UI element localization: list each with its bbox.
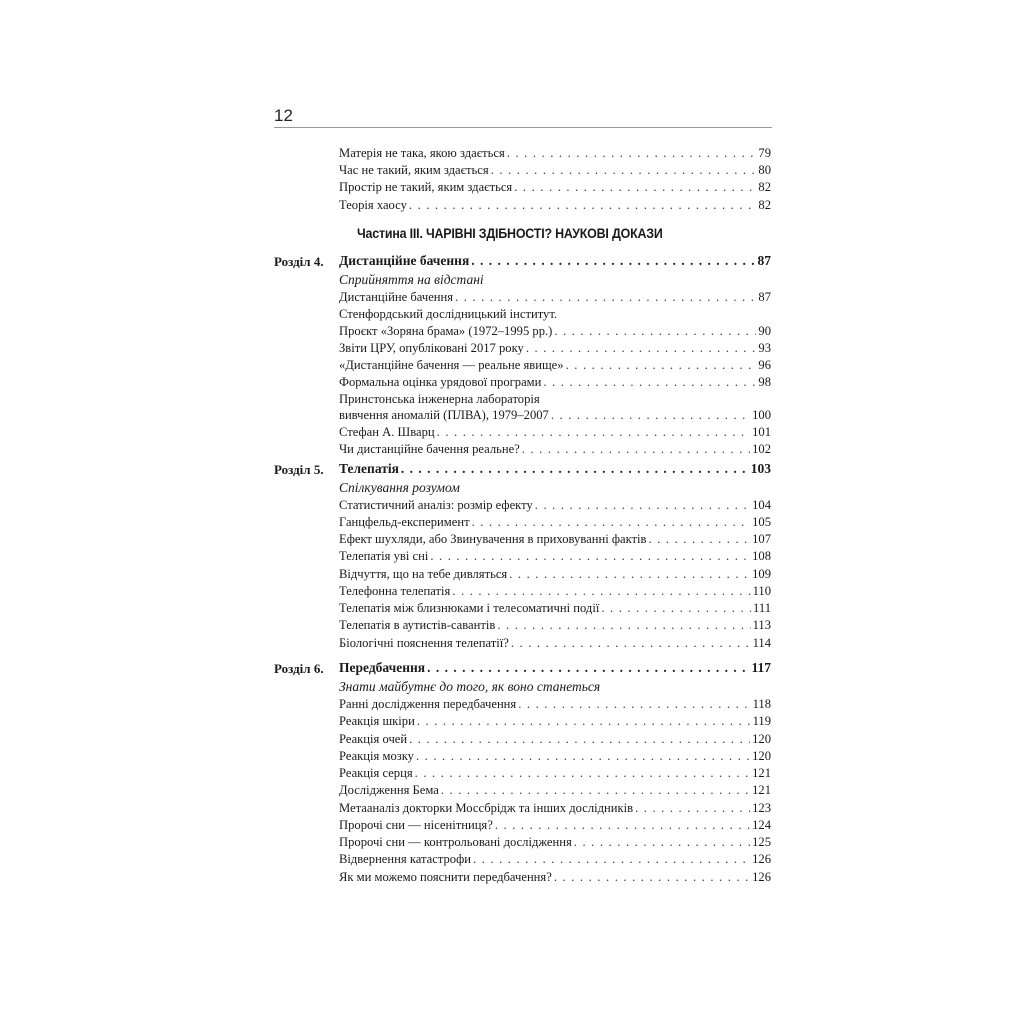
- toc-entry-page: 107: [752, 532, 771, 546]
- toc-entry: [339, 635, 771, 652]
- leader-dots: [430, 548, 750, 565]
- toc-entry: [339, 497, 771, 514]
- leader-dots: [535, 497, 750, 514]
- leader-dots: [427, 659, 749, 677]
- leader-dots: [416, 748, 750, 765]
- toc-entry-page: 110: [752, 584, 771, 598]
- toc-entry-title: Відчуття, що на тебе дивляться: [339, 567, 508, 581]
- toc-entry-page: 118: [752, 697, 771, 711]
- toc-entry: Стенфордський дослідницький інститут.: [339, 307, 558, 321]
- leader-dots: [455, 289, 756, 306]
- toc-entry-title: Реакція мозку: [339, 749, 414, 763]
- toc-entry-title: Пророчі сни — контрольовані дослідження: [339, 835, 572, 849]
- toc-entry: [339, 197, 771, 214]
- toc-entry-page: 121: [752, 766, 771, 780]
- toc-entry-title: Ганцфельд-експеримент: [339, 515, 470, 529]
- toc-entry-page: 96: [758, 358, 771, 372]
- leader-dots: [507, 145, 757, 162]
- leader-dots: [497, 617, 750, 634]
- leader-dots: [441, 782, 750, 799]
- toc-entry: [339, 800, 771, 817]
- toc-entry: [339, 600, 771, 617]
- toc-entry-title: Метааналіз докторки Моссбрідж та інших дослідників: [339, 801, 634, 815]
- toc-entry-page: 101: [752, 425, 771, 439]
- leader-dots: [551, 407, 750, 424]
- leader-dots: [566, 357, 757, 374]
- chapter-label: Розділ 6.: [274, 661, 324, 676]
- toc-entry-title: Пророчі сни — нісенітниця?: [339, 818, 493, 832]
- leader-dots: [417, 713, 751, 730]
- toc-entry-title: Матерія не така, якою здається: [339, 146, 505, 160]
- toc-entry-page: 102: [752, 442, 771, 456]
- leader-dots: [495, 817, 750, 834]
- toc-entry: [339, 357, 771, 374]
- toc-entry-page: 126: [752, 870, 771, 884]
- toc-entry: [339, 617, 771, 634]
- toc-entry-title: Час не такий, яким здається: [339, 163, 489, 177]
- leader-dots: [473, 851, 750, 868]
- leader-dots: [635, 800, 750, 817]
- toc-entry: [339, 424, 771, 441]
- toc-entry-title: Дистанційне бачення: [339, 290, 454, 304]
- toc-entry-title: Ранні дослідження передбачення: [339, 697, 517, 711]
- toc-entry: [339, 340, 771, 357]
- toc-entry-page: 124: [752, 818, 771, 832]
- leader-dots: [518, 696, 750, 713]
- toc-entry-page: 120: [752, 732, 771, 746]
- toc-entry: Принстонська інженерна лабораторія: [339, 392, 540, 406]
- toc-entry-page: 120: [752, 749, 771, 763]
- leader-dots: [491, 162, 757, 179]
- toc-entry: [339, 583, 771, 600]
- toc-entry: [339, 441, 771, 458]
- leader-dots: [437, 424, 750, 441]
- toc-entry-page: 125: [752, 835, 771, 849]
- toc-entry: [339, 869, 771, 886]
- toc-entry-page: 119: [752, 714, 771, 728]
- leader-dots: [452, 583, 750, 600]
- toc-entry-page: 79: [758, 146, 771, 160]
- chapter-subtitle: Знати майбутнє до того, як воно станеться: [339, 679, 601, 694]
- toc-entry-title: Біологічні пояснення телепатії?: [339, 636, 509, 650]
- leader-dots: [601, 600, 751, 617]
- toc-entry: [339, 548, 771, 565]
- leader-dots: [554, 323, 756, 340]
- toc-entry-page: 93: [758, 341, 771, 355]
- toc-entry: [339, 162, 771, 179]
- leader-dots: [409, 197, 757, 214]
- toc-entry-page: 108: [752, 549, 771, 563]
- leader-dots: [574, 834, 750, 851]
- leader-dots: [511, 635, 751, 652]
- toc-entry: [339, 713, 771, 730]
- toc-entry-title: Чи дистанційне бачення реальне?: [339, 442, 520, 456]
- leader-dots: [472, 514, 751, 531]
- leader-dots: [543, 374, 756, 391]
- leader-dots: [401, 460, 749, 478]
- chapter-subtitle: Спілкування розумом: [339, 480, 460, 495]
- toc-entry-page: 80: [758, 163, 771, 177]
- toc-entry-page: 82: [758, 198, 771, 212]
- toc-entry: [339, 817, 771, 834]
- toc-entry: [339, 782, 771, 799]
- toc-entry-title: Статистичний аналіз: розмір ефекту: [339, 498, 533, 512]
- toc-entry-page: 111: [753, 601, 771, 615]
- toc-entry-page: 100: [752, 408, 771, 422]
- toc-entry-title: Простір не такий, яким здається: [339, 180, 513, 194]
- part-heading: Частина III. ЧАРІВНІ ЗДІБНОСТІ? НАУКОВІ ДОКАЗИ: [357, 226, 663, 241]
- toc-entry: [339, 289, 771, 306]
- toc-entry-page: 126: [752, 852, 771, 866]
- toc-entry: [339, 145, 771, 162]
- toc-entry: [339, 834, 771, 851]
- chapter-page: 87: [757, 253, 771, 268]
- toc-entry-page: 121: [752, 783, 771, 797]
- toc-entry-page: 104: [752, 498, 771, 512]
- toc-entry: [339, 765, 771, 782]
- toc-entry-title: Звіти ЦРУ, опубліковані 2017 року: [339, 341, 524, 355]
- chapter-subtitle: Сприйняття на відстані: [339, 272, 484, 287]
- toc-entry: [339, 748, 771, 765]
- toc-entry-title: вивчення аномалій (ПЛВА), 1979–2007: [339, 408, 549, 422]
- toc-entry-page: 113: [752, 618, 771, 632]
- leader-dots: [471, 252, 755, 270]
- leader-dots: [526, 340, 757, 357]
- toc-entry: [339, 323, 771, 340]
- toc-entry-title: Стефан А. Шварц: [339, 425, 435, 439]
- toc-entry: [339, 514, 771, 531]
- header-rule: [274, 127, 772, 128]
- toc-entry: [339, 731, 771, 748]
- toc-entry-page: 87: [758, 290, 771, 304]
- toc-entry-title: Телепатія в аутистів-савантів: [339, 618, 496, 632]
- leader-dots: [554, 869, 750, 886]
- chapter-title: Передбачення: [339, 660, 426, 675]
- toc-entry-page: 105: [752, 515, 771, 529]
- chapter-page: 117: [751, 660, 771, 675]
- toc-entry-page: 114: [752, 636, 771, 650]
- chapter-title-line: [339, 252, 771, 270]
- chapter-title: Дистанційне бачення: [339, 253, 470, 268]
- toc-entry-title: Проєкт «Зоряна брама» (1972–1995 рр.): [339, 324, 553, 338]
- toc-entry-page: 123: [752, 801, 771, 815]
- leader-dots: [649, 531, 751, 548]
- toc-entry: [339, 531, 771, 548]
- toc-entry-title: Телепатія уві сні: [339, 549, 429, 563]
- toc-entry-title: Реакція очей: [339, 732, 408, 746]
- toc-entry-title: Дослідження Бема: [339, 783, 439, 797]
- toc-entry-title: Ефект шухляди, або Звинувачення в приховуванні фактів: [339, 532, 647, 546]
- toc-entry: [339, 696, 771, 713]
- toc-entry-page: 90: [758, 324, 771, 338]
- leader-dots: [514, 179, 756, 196]
- toc-entry-page: 82: [758, 180, 771, 194]
- chapter-title-line: [339, 460, 771, 478]
- chapter-label: Розділ 4.: [274, 254, 324, 269]
- toc-entry-title: Реакція серця: [339, 766, 413, 780]
- toc-entry-title: Теорія хаосу: [339, 198, 407, 212]
- chapter-page: 103: [750, 461, 771, 476]
- toc-entry-title: «Дистанційне бачення — реальне явище»: [339, 358, 564, 372]
- leader-dots: [509, 566, 750, 583]
- toc-entry-title: Відвернення катастрофи: [339, 852, 471, 866]
- chapter-label: Розділ 5.: [274, 462, 324, 477]
- leader-dots: [522, 441, 750, 458]
- toc-entry: [339, 407, 771, 424]
- toc-entry-title: Телефонна телепатія: [339, 584, 451, 598]
- toc-entry: [339, 566, 771, 583]
- leader-dots: [409, 731, 750, 748]
- toc-entry-title: Формальна оцінка урядової програми: [339, 375, 542, 389]
- toc-entry-title: Телепатія між близнюками і телесоматичні події: [339, 601, 600, 615]
- chapter-title-line: [339, 659, 771, 677]
- chapter-title: Телепатія: [339, 461, 399, 476]
- leader-dots: [415, 765, 750, 782]
- toc-entry-title: Реакція шкіри: [339, 714, 415, 728]
- toc-entry-page: 98: [758, 375, 771, 389]
- page-number: 12: [274, 106, 293, 125]
- toc-entry: [339, 851, 771, 868]
- toc-entry: [339, 179, 771, 196]
- toc-entry-title: Як ми можемо пояснити передбачення?: [339, 870, 552, 884]
- toc-entry: [339, 374, 771, 391]
- toc-entry-page: 109: [752, 567, 771, 581]
